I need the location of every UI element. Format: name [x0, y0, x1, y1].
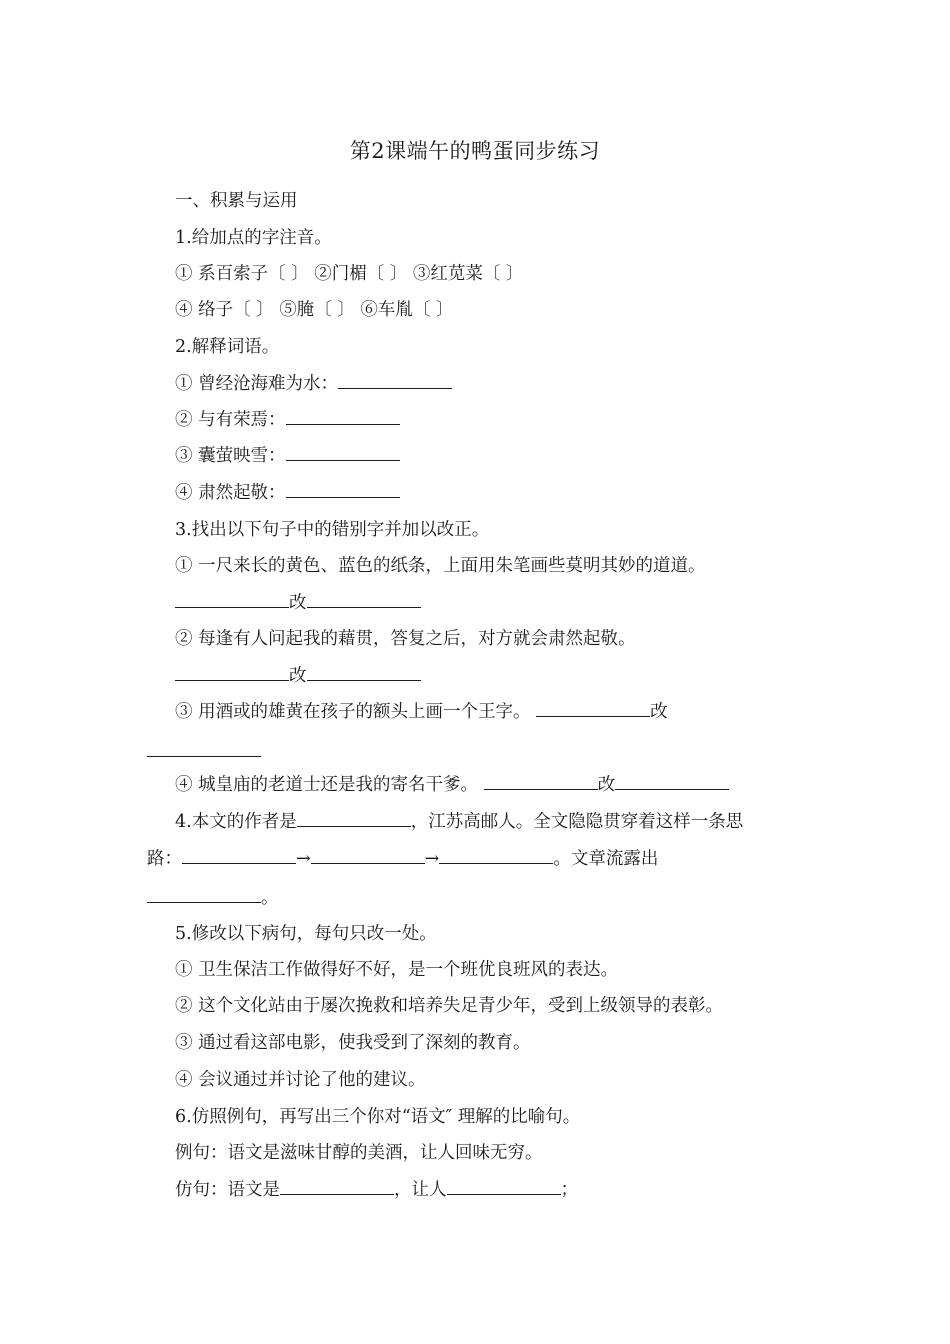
sentence-text: ③ 用酒或的雄黄在孩子的额头上画一个王字。 [175, 702, 531, 722]
gai-label: 改 [289, 593, 307, 613]
correct-char-blank[interactable] [307, 606, 421, 608]
sentence-text: ④ 城皇庙的老道士还是我的寄名干爹。 [175, 775, 479, 795]
gai-label: 改 [650, 702, 668, 722]
emotion-blank[interactable] [147, 901, 261, 903]
question-2-item-2 [175, 405, 815, 435]
item-text: ③ 囊萤映雪： [175, 446, 286, 466]
question-6-example: 例句：语文是滋味甘醇的美酒，让人回味无穷。 [175, 1143, 543, 1163]
question-4-line-2 [147, 844, 787, 874]
question-3-correction-2 [175, 661, 815, 691]
correct-char-blank[interactable] [615, 788, 729, 790]
question-4-line-3 [147, 883, 787, 913]
gai-label: 改 [597, 775, 616, 795]
section-heading: 一、积累与运用 [175, 191, 298, 211]
page-title: 第2课端午的鸭蛋同步练习 [349, 139, 601, 163]
question-2-item-3 [175, 441, 815, 471]
item-text: ② 与有荣焉： [175, 410, 286, 430]
q4-text: 。文章流露出 [553, 849, 659, 869]
question-5-heading: 5.修改以下病句，每句只改一处。 [175, 924, 437, 944]
q6-text: ； [560, 1180, 578, 1200]
question-2-item-4 [175, 478, 815, 508]
question-3-correction-1 [175, 588, 815, 618]
answer-blank[interactable] [286, 496, 400, 498]
question-5-item-3: ③ 通过看这部电影，使我受到了深刻的教育。 [175, 1033, 531, 1053]
question-1-line-2: ④ 络子〔 〕 ⑤腌〔 〕 ⑥车胤〔 〕 [175, 300, 454, 320]
wrong-char-blank[interactable] [536, 715, 650, 717]
thread-blank-2[interactable] [311, 862, 425, 864]
arrow-right-icon: → [296, 849, 311, 869]
wrong-char-blank[interactable] [484, 788, 598, 790]
arrow-right-icon: → [424, 849, 440, 869]
gai-label: 改 [289, 666, 307, 686]
effect-blank[interactable] [447, 1193, 561, 1195]
q4-text: ，江苏高邮人。全文隐隐贯穿着这样一条思 [410, 812, 744, 832]
question-6-heading: 6.仿照例句，再写出三个你对“语文″ 理解的比喻句。 [175, 1107, 581, 1127]
correct-char-blank[interactable] [307, 679, 421, 681]
answer-blank[interactable] [338, 387, 452, 389]
question-4-line-1 [175, 807, 815, 837]
author-blank[interactable] [297, 825, 411, 827]
wrong-char-blank[interactable] [175, 679, 289, 681]
q4-text: 。 [261, 888, 279, 908]
question-1-heading: 1.给加点的字注音。 [175, 228, 332, 248]
question-5-item-4: ④ 会议通过并讨论了他的建议。 [175, 1070, 426, 1090]
answer-blank[interactable] [286, 459, 400, 461]
thread-blank-3[interactable] [439, 862, 553, 864]
answer-blank[interactable] [286, 423, 400, 425]
question-2-item-1 [175, 369, 815, 399]
question-3-sentence-3 [175, 697, 815, 727]
question-5-item-2: ② 这个文化站由于屡次挽救和培养失足青少年，受到上级领导的表彰。 [175, 996, 724, 1016]
question-2-heading: 2.解释词语。 [175, 337, 280, 357]
question-5-item-1: ① 卫生保洁工作做得好不好，是一个班优良班风的表达。 [175, 960, 619, 980]
q4-text: 4.本文的作者是 [175, 812, 297, 832]
question-3-sentence-4 [175, 770, 815, 800]
item-text: ④ 肃然起敬： [175, 483, 286, 503]
q6-text: ，让人 [394, 1180, 447, 1200]
question-3-sentence-1: ① 一尺来长的黄色、蓝色的纸条，上面用朱笔画些莫明其妙的道道。 [175, 556, 706, 576]
question-3-heading: 3.找出以下句子中的错别字并加以改正。 [175, 520, 490, 540]
q4-text: 路： [147, 849, 182, 869]
question-1-line-1: ① 系百索子〔 〕 ②门楣〔 〕 ③红苋菜〔 〕 [175, 264, 524, 284]
question-3-sentence-2: ② 每逢有人问起我的藉贯，答复之后，对方就会肃然起敬。 [175, 629, 636, 649]
question-3-correction-3 [147, 737, 787, 767]
q6-text: 仿句：语文是 [175, 1180, 280, 1200]
correct-char-blank[interactable] [147, 755, 261, 757]
thread-blank-1[interactable] [182, 862, 296, 864]
wrong-char-blank[interactable] [175, 606, 289, 608]
metaphor-blank[interactable] [280, 1193, 394, 1195]
question-6-imitation [175, 1175, 815, 1205]
item-text: ① 曾经沧海难为水： [175, 374, 339, 394]
